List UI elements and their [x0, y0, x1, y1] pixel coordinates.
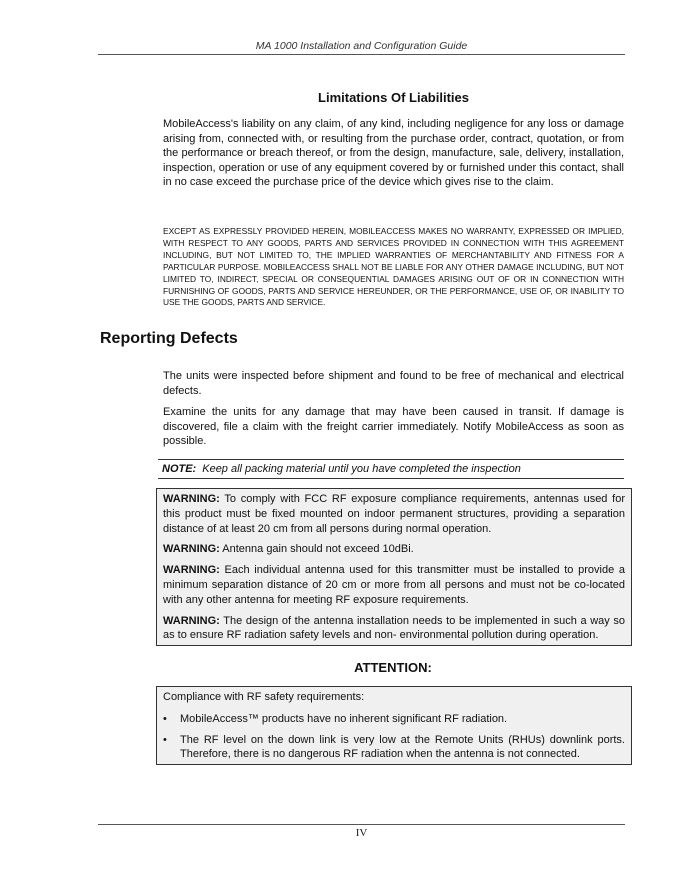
footer-divider — [98, 824, 625, 825]
header-divider — [98, 54, 625, 55]
defects-paragraph-damage: Examine the units for any damage that may have been caused in transit. If damage is discovered, file a claim with the freight carrier immediately. Notify MobileAccess as soon as possible. — [163, 406, 624, 447]
liabilities-heading: Limitations Of Liabilities — [318, 90, 469, 105]
warning-label: WARNING: — [163, 614, 220, 627]
warning-text: To comply with FCC RF exposure compliance requirements, antennas used for this product must be fixed mounted on indoor permanent structures, providing a separation distance of at least 20 cm from all persons during normal operation. — [163, 493, 625, 535]
warning-label: WARNING: — [163, 543, 220, 556]
bullet-icon: • — [163, 712, 167, 725]
page-number: IV — [355, 827, 368, 839]
page-header-title: MA 1000 Installation and Configuration Guide — [255, 40, 468, 52]
warning-item — [163, 614, 625, 644]
attention-box — [156, 686, 632, 765]
warning-item — [163, 542, 625, 557]
warning-text: Each individual antenna used for this transmitter must be installed to provide a minimum separation distance of 20 cm or more from all persons and must not be co-located with any other antenna for meeting RF exposure requirements. — [163, 564, 625, 606]
warning-text: The design of the antenna installation needs to be implemented in such a way so as to ensure RF radiation safety levels and non- environmental pollution during operation. — [163, 614, 625, 642]
attention-bullet-text: The RF level on the down link is very low at the Remote Units (RHUs) downlink ports. Therefore, there is no dangerous RF radiation when the antenna is not connected. — [180, 733, 625, 761]
note-label: NOTE: — [162, 463, 197, 475]
attention-bullet — [163, 712, 625, 727]
attention-bullet-text: MobileAccess™ products have no inherent significant RF radiation. — [180, 712, 508, 725]
warning-item — [163, 563, 625, 607]
attention-intro: Compliance with RF safety requirements: — [163, 691, 365, 703]
bullet-icon: • — [163, 733, 167, 746]
defects-paragraph-inspection: The units were inspected before shipment and found to be free of mechanical and electrical defects. — [163, 370, 624, 397]
warning-item — [163, 492, 625, 536]
liabilities-paragraph: MobileAccess's liability on any claim, of any kind, including negligence for any loss or damage arising from, connected with, or resulting from the purchase order, contract, quotation, or from the performance or breach thereof, or from the design, manufacture, sale, delivery, installation, inspection, operation or use of any equipment covered by or furnished under this contact, shall in no case exceed the purchase price of the device which gives rise to the claim. — [163, 118, 624, 188]
warning-box — [156, 488, 632, 646]
note-box — [158, 459, 624, 479]
reporting-defects-heading: Reporting Defects — [100, 330, 238, 347]
warning-text: Antenna gain should not exceed 10dBi. — [219, 543, 414, 556]
attention-bullet — [163, 733, 625, 763]
attention-heading: ATTENTION: — [354, 660, 432, 675]
note-text: Keep all packing material until you have completed the inspection — [202, 463, 521, 475]
warning-label: WARNING: — [163, 564, 220, 577]
warning-label: WARNING: — [163, 493, 220, 505]
warranty-disclaimer: EXCEPT AS EXPRESSLY PROVIDED HEREIN, MOBILEACCESS MAKES NO WARRANTY, EXPRESSED OR IMPLIED, WITH RESPECT TO ANY GOODS, PARTS AND SERVICES PROVIDED IN CONNECTION WITH THIS AGREEMENT INCLUDING, BUT NOT LIMITED TO, THE IMPLIED WARRANTIES OF MERCHANTABILITY AND FITNESS FOR A PARTICULAR PURPOSE. MOBILEACCESS SHALL NOT BE LIABLE FOR ANY OTHER DAMAGE INCLUDING, BUT NOT LIMITED TO, INDIRECT, SPECIAL OR CONSEQUENTIAL DAMAGES ARISING OUT OF OR IN CONNECTION WITH FURNISHING OF GOODS, PARTS AND SERVICE HEREUNDER, OR THE PERFORMANCE, USE OF, OR INABILITY TO USE THE GOODS, PARTS AND SERVICE. — [163, 226, 624, 308]
